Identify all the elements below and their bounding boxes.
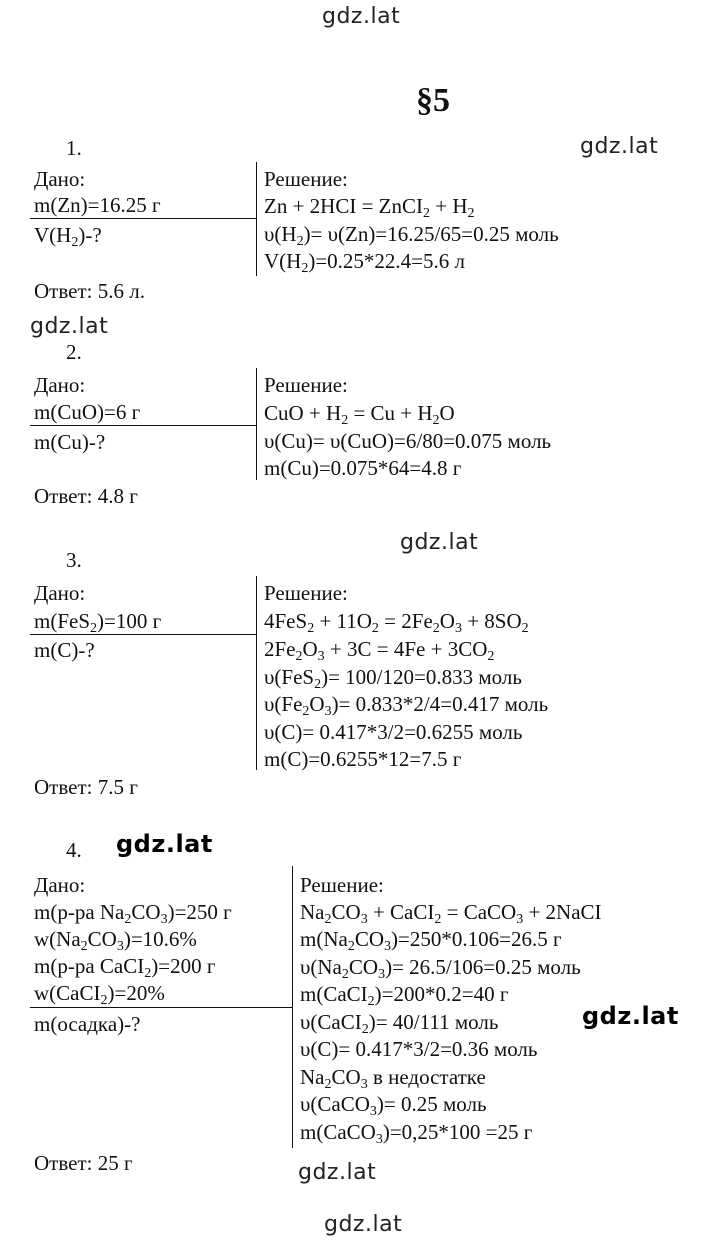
given-item: $w(Na_2CO_3)=10.6\%$	[34, 927, 197, 954]
watermark-top: gdz.lat	[322, 4, 401, 29]
problem-number: 1.	[66, 136, 82, 160]
watermark: gdz.lat	[30, 314, 109, 339]
solution-line: υ(FeS$_2$)= 100/120=0.833 моль	[264, 665, 522, 692]
solution-line: $\upsilon(Na_2CO_3)= 26.5/106=0.25$ моль	[300, 955, 581, 982]
solution-line: $Na_2CO_3$ + CaCI$_2$ = CaCO$_3$ + 2NaCI	[300, 900, 602, 927]
watermark: gdz.lat	[580, 134, 659, 159]
solution-divider	[256, 576, 257, 770]
find-item: m(C)-?	[34, 638, 95, 662]
find-item: m(осадка)-?	[34, 1012, 141, 1036]
solution-line: m(Cu)=0.075*64=4.8 г	[264, 456, 462, 480]
answer: Ответ: 7.5 г	[34, 775, 138, 799]
given-item: w(CaCI$_2$)=20%	[34, 981, 165, 1008]
given-item: m(FeS$_2$)=100 г	[34, 609, 162, 636]
solution-divider	[256, 162, 257, 276]
solution-label: Решение:	[264, 581, 348, 605]
answer: Ответ: 4.8 г	[34, 484, 138, 508]
watermark: gdz.lat	[400, 530, 479, 555]
given-divider	[30, 1007, 292, 1008]
solution-line: υ(CaCO$_3$)= 0.25 моль	[300, 1092, 487, 1119]
answer: Ответ: 5.6 л.	[34, 279, 145, 303]
find-item: $V(H_2)-$?	[34, 223, 102, 250]
given-label: Дано:	[34, 581, 86, 605]
solution-line: $2Fe_2O_3 + 3C = 4Fe + 3CO_2$	[264, 637, 495, 664]
watermark: gdz.lat	[116, 830, 213, 858]
answer: Ответ: 25 г	[34, 1151, 133, 1175]
given-item: m(CuO)=6 г	[34, 400, 141, 424]
given-item: m(p-pa CaCI$_2$)=200 г	[34, 954, 216, 981]
solution-line: υ(C)= 0.417*3/2=0.6255 моль	[264, 720, 523, 744]
solution-divider	[256, 368, 257, 480]
given-item: m(p-pa $Na_2CO_3)=250$ г	[34, 900, 232, 927]
section-title: §5	[416, 82, 450, 119]
given-divider	[30, 425, 256, 426]
solution-line: Zn + 2HCI = ZnCI$_2$ + $H_2$	[264, 194, 475, 221]
solution-line: CuO + $H_2 = Cu + H_2O$	[264, 401, 455, 428]
problem-number: 3.	[66, 548, 82, 572]
given-label: Дано:	[34, 167, 86, 191]
watermark-bottom: gdz.lat	[324, 1212, 403, 1237]
solution-label: Решение:	[264, 373, 348, 397]
solution-line: $\upsilon(H_2)= \upsilon(Zn)=16.25/65=0.25$ моль	[264, 222, 559, 249]
problem-number: 4.	[66, 838, 82, 862]
solution-line: υ(C)= 0.417*3/2=0.36 моль	[300, 1037, 538, 1061]
find-item: m(Cu)-?	[34, 430, 106, 454]
solution-line: υ(Cu)= υ(CuO)=6/80=0.075 моль	[264, 429, 552, 453]
solution-line: m(CaCI$_2$)=200*0.2=40 г	[300, 982, 509, 1009]
given-divider	[30, 218, 256, 219]
given-divider	[30, 634, 256, 635]
given-label: Дано:	[34, 373, 86, 397]
given-label: Дано:	[34, 873, 86, 897]
solution-line: υ(CaCI$_2$)= 40/111 моль	[300, 1010, 499, 1037]
solution-label: Решение:	[300, 873, 384, 897]
solution-line: m(CaCO$_3$)=0,25*100 =25 г	[300, 1120, 533, 1147]
solution-divider	[292, 866, 293, 1148]
solution-line: $V(H_2)=0.25*22.4=5.6$ л	[264, 249, 465, 276]
solution-line: m(C)=0.6255*12=7.5 г	[264, 747, 462, 771]
problem-number: 2.	[66, 340, 82, 364]
watermark: gdz.lat	[298, 1160, 377, 1185]
watermark: gdz.lat	[582, 1002, 679, 1030]
solution-line: $4FeS_2 + 11O_2 = 2Fe_2O_3 + 8SO_2$	[264, 609, 529, 636]
given-item: m(Zn)=16.25 г	[34, 193, 161, 217]
solution-line: $\upsilon(Fe_2O_3)= 0.833*2/4=0.417$ моль	[264, 692, 549, 719]
solution-label: Решение:	[264, 167, 348, 191]
solution-line: $Na_2CO_3$ в недостатке	[300, 1065, 486, 1092]
solution-line: $m(Na_2CO_3)=250*0.106=26.5$ г	[300, 927, 562, 954]
